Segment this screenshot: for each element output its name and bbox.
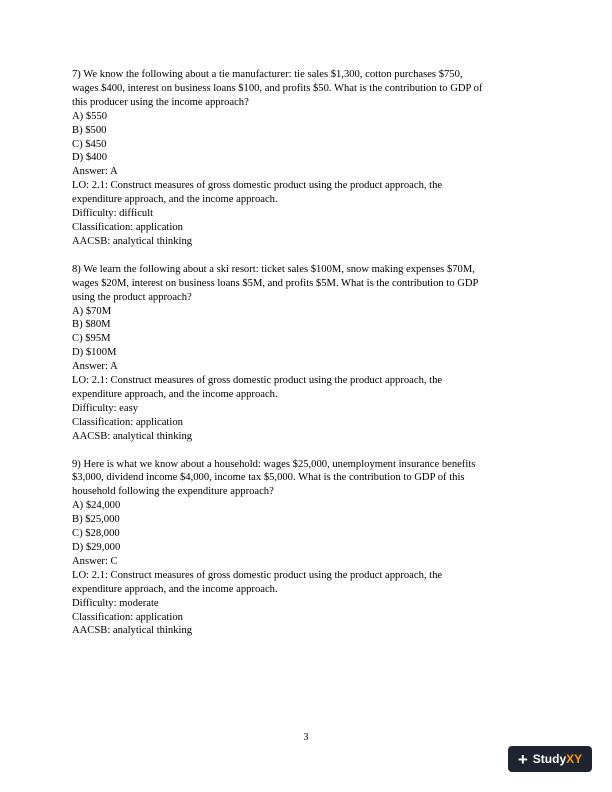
learning-objective-line: LO: 2.1: Construct measures of gross domestic product using the product approach, the (72, 180, 443, 192)
question-stem-line: using the product approach? (72, 291, 192, 303)
option-b: B) $500 (72, 124, 107, 136)
question-stem-line: wages $400, interest on business loans $100, and profits $50. What is the contribution to GDP of (72, 82, 483, 94)
option-c: C) $95M (72, 333, 111, 345)
classification: Classification: application (72, 221, 183, 233)
option-a: A) $24,000 (72, 500, 121, 512)
answer: Answer: C (72, 555, 118, 567)
learning-objective-line: expenditure approach, and the income approach. (72, 194, 278, 206)
learning-objective-line: expenditure approach, and the income approach. (72, 583, 278, 595)
question-stem-line: wages $20M, interest on business loans $5M, and profits $5M. What is the contribution to GDP (72, 277, 479, 289)
option-c: C) $28,000 (72, 528, 120, 540)
classification: Classification: application (72, 416, 183, 428)
question-9 (72, 458, 542, 639)
learning-objective-line: LO: 2.1: Construct measures of gross domestic product using the product approach, the (72, 375, 443, 387)
option-d: D) $400 (72, 152, 108, 164)
question-stem-line: household following the expenditure approach? (72, 486, 274, 498)
document-body (72, 68, 542, 652)
question-7 (72, 68, 542, 249)
question-stem-line: 8) We learn the following about a ski resort: ticket sales $100M, snow making expenses $70M, (72, 263, 475, 275)
answer: Answer: A (72, 361, 118, 373)
classification: Classification: application (72, 611, 183, 623)
option-d: D) $100M (72, 347, 117, 359)
difficulty: Difficulty: moderate (72, 597, 159, 609)
aacsb: AACSB: analytical thinking (72, 235, 193, 247)
plus-icon: + (517, 749, 528, 769)
question-stem-line: this producer using the income approach? (72, 96, 249, 108)
aacsb: AACSB: analytical thinking (72, 625, 193, 637)
aacsb: AACSB: analytical thinking (72, 430, 193, 442)
option-a: A) $70M (72, 305, 112, 317)
page-number: 3 (303, 732, 309, 743)
option-d: D) $29,000 (72, 542, 121, 553)
brand-word-study: Study (532, 752, 567, 766)
difficulty: Difficulty: easy (72, 402, 138, 414)
option-b: B) $80M (72, 319, 111, 331)
learning-objective-line: LO: 2.1: Construct measures of gross domestic product using the product approach, the (72, 569, 443, 581)
question-8 (72, 263, 542, 444)
question-stem-line: $3,000, dividend income $4,000, income tax $5,000. What is the contribution to GDP of this (72, 472, 465, 484)
learning-objective-line: expenditure approach, and the income approach. (72, 388, 278, 400)
question-stem-line: 9) Here is what we know about a household: wages $25,000, unemployment insurance benefits (72, 458, 476, 470)
question-stem-line: 7) We know the following about a tie manufacturer: tie sales $1,300, cotton purchases $750, (72, 69, 463, 80)
option-c: C) $450 (72, 138, 107, 150)
option-b: B) $25,000 (72, 514, 120, 526)
difficulty: Difficulty: difficult (72, 208, 154, 220)
option-a: A) $550 (72, 110, 108, 122)
answer: Answer: A (72, 166, 118, 178)
studyxy-badge[interactable] (508, 746, 592, 772)
brand-word-xy: XY (566, 752, 583, 766)
